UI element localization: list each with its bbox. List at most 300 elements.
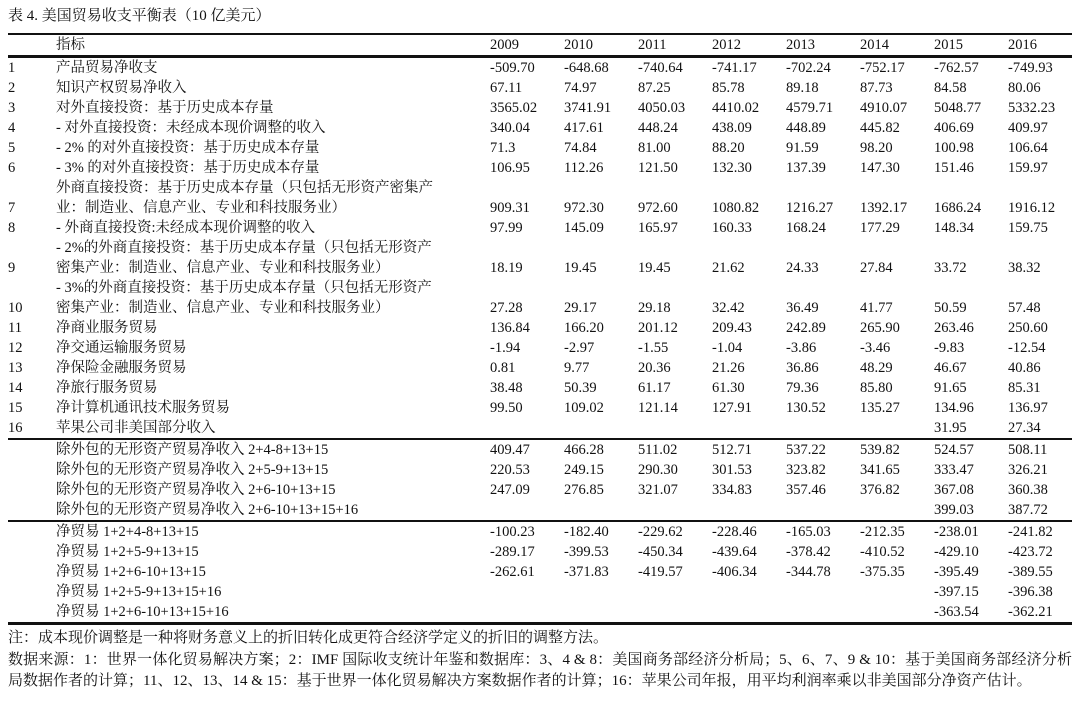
row-number xyxy=(8,439,56,460)
cell-value: 127.91 xyxy=(712,400,752,416)
cell-value: 50.39 xyxy=(564,380,597,396)
table-row xyxy=(8,521,1072,542)
cell-value: -410.52 xyxy=(860,544,905,560)
cell-value: -1.55 xyxy=(638,340,669,356)
cell-value: 27.84 xyxy=(860,260,893,276)
table-title: 表 4. 美国贸易收支平衡表（10 亿美元） xyxy=(8,8,271,24)
cell-value: 972.60 xyxy=(638,200,678,216)
cell-value: 511.02 xyxy=(638,442,678,458)
cell-value: 249.15 xyxy=(564,462,604,478)
cell-value: 18.19 xyxy=(490,260,523,276)
row-label-line: 密集产业：制造业、信息产业、专业和科技服务业） xyxy=(56,260,390,276)
cell-value: 341.65 xyxy=(860,462,900,478)
row-number xyxy=(8,500,56,521)
cell-value: 3565.02 xyxy=(490,100,538,116)
table-row xyxy=(8,158,1072,178)
cell-value: 250.60 xyxy=(1008,320,1048,336)
row-label xyxy=(56,278,490,318)
cell-value: -12.54 xyxy=(1008,340,1046,356)
cell-value: 909.31 xyxy=(490,200,530,216)
cell-value: -762.57 xyxy=(934,60,979,76)
cell-value: -375.35 xyxy=(860,564,905,580)
note-adjustment: 注：成本现价调整是一种将财务意义上的折旧转化成更符合经济学定义的折旧的调整方法。 xyxy=(8,630,609,646)
table-row xyxy=(8,98,1072,118)
table-row xyxy=(8,178,1072,218)
cell-value: 38.48 xyxy=(490,380,523,396)
table-row xyxy=(8,460,1072,480)
header-year: 2014 xyxy=(860,34,934,57)
header-year: 2016 xyxy=(1008,34,1072,57)
cell-value: 201.12 xyxy=(638,320,678,336)
cell-value: -378.42 xyxy=(786,544,831,560)
cell-value: 276.85 xyxy=(564,482,604,498)
cell-value: 145.09 xyxy=(564,220,604,236)
cell-value: 3741.91 xyxy=(564,100,612,116)
cell-value: 91.65 xyxy=(934,380,967,396)
row-label: 净贸易 1+2+4-8+13+15 xyxy=(56,524,199,540)
cell-value: 972.30 xyxy=(564,200,604,216)
cell-value: -740.64 xyxy=(638,60,683,76)
cell-value xyxy=(638,602,712,624)
table-body-outsourcing xyxy=(8,439,1072,521)
table-row xyxy=(8,480,1072,500)
cell-value: 121.50 xyxy=(638,160,678,176)
table-row xyxy=(8,57,1072,79)
cell-value: 136.84 xyxy=(490,320,530,336)
row-label-line: 业：制造业、信息产业、专业和科技服务业） xyxy=(56,200,346,216)
cell-value: 466.28 xyxy=(564,442,604,458)
cell-value: -406.34 xyxy=(712,564,757,580)
cell-value: 409.97 xyxy=(1008,120,1048,136)
row-number: 13 xyxy=(8,360,23,376)
row-label: 净计算机通讯技术服务贸易 xyxy=(56,400,230,416)
cell-value xyxy=(564,500,638,521)
cell-value: 33.72 xyxy=(934,260,967,276)
cell-value: 340.04 xyxy=(490,120,530,136)
table-row xyxy=(8,238,1072,278)
cell-value: -396.38 xyxy=(1008,584,1053,600)
cell-value: 20.36 xyxy=(638,360,671,376)
cell-value: 263.46 xyxy=(934,320,974,336)
cell-value: 61.30 xyxy=(712,380,745,396)
cell-value: 74.97 xyxy=(564,80,597,96)
row-label: 除外包的无形资产贸易净收入 2+6-10+13+15+16 xyxy=(56,500,490,521)
cell-value: 448.24 xyxy=(638,120,678,136)
cell-value: 57.48 xyxy=(1008,300,1041,316)
row-label-line: 密集产业：制造业、信息产业、专业和科技服务业） xyxy=(56,300,390,316)
row-number: 8 xyxy=(8,220,16,236)
cell-value: -702.24 xyxy=(786,60,831,76)
cell-value: -238.01 xyxy=(934,524,979,540)
table-row xyxy=(8,418,1072,439)
table-row xyxy=(8,378,1072,398)
cell-value: 40.86 xyxy=(1008,360,1041,376)
row-label xyxy=(56,238,490,278)
cell-value: -395.49 xyxy=(934,564,979,580)
cell-value xyxy=(638,418,712,439)
cell-value: 85.31 xyxy=(1008,380,1041,396)
row-number: 12 xyxy=(8,340,23,356)
row-number xyxy=(8,480,56,500)
cell-value xyxy=(712,500,786,521)
cell-value: 85.80 xyxy=(860,380,893,396)
cell-value: 67.11 xyxy=(490,80,523,96)
cell-value: -241.82 xyxy=(1008,524,1053,540)
cell-value: -429.10 xyxy=(934,544,979,560)
cell-value: 323.82 xyxy=(786,462,826,478)
cell-value xyxy=(786,418,860,439)
cell-value: 98.20 xyxy=(860,140,893,156)
cell-value: -423.72 xyxy=(1008,544,1053,560)
cell-value: 19.45 xyxy=(638,260,671,276)
cell-value: 165.97 xyxy=(638,220,678,236)
row-number: 11 xyxy=(8,320,22,336)
cell-value: 121.14 xyxy=(638,400,678,416)
row-label: 净交通运输服务贸易 xyxy=(56,340,187,356)
table-row xyxy=(8,582,1072,602)
cell-value: 417.61 xyxy=(564,120,604,136)
row-label: 除外包的无形资产贸易净收入 2+6-10+13+15 xyxy=(56,482,336,498)
table-row xyxy=(8,358,1072,378)
cell-value: 168.24 xyxy=(786,220,826,236)
cell-value xyxy=(786,602,860,624)
cell-value: -439.64 xyxy=(712,544,757,560)
cell-value: 151.46 xyxy=(934,160,974,176)
row-label: 净商业服务贸易 xyxy=(56,320,158,336)
cell-value: 61.17 xyxy=(638,380,671,396)
cell-value xyxy=(638,582,712,602)
row-number: 14 xyxy=(8,380,23,396)
cell-value xyxy=(786,500,860,521)
cell-value: -362.21 xyxy=(1008,602,1072,624)
row-number: 7 xyxy=(8,200,16,216)
cell-value xyxy=(490,500,564,521)
cell-value: 134.96 xyxy=(934,400,974,416)
row-number xyxy=(8,460,56,480)
cell-value: 301.53 xyxy=(712,462,752,478)
table-row xyxy=(8,138,1072,158)
row-number: 4 xyxy=(8,120,16,136)
header-year: 2009 xyxy=(490,34,564,57)
cell-value: 4579.71 xyxy=(786,100,834,116)
table-row xyxy=(8,562,1072,582)
cell-value: 106.64 xyxy=(1008,140,1048,156)
cell-value xyxy=(860,418,934,439)
row-label: 除外包的无形资产贸易净收入 2+4-8+13+15 xyxy=(56,442,329,458)
cell-value xyxy=(490,602,564,624)
cell-value: 409.47 xyxy=(490,442,530,458)
row-label: 对外直接投资：基于历史成本存量 xyxy=(56,100,274,116)
cell-value: -3.46 xyxy=(860,340,891,356)
cell-value: 265.90 xyxy=(860,320,900,336)
cell-value: 1080.82 xyxy=(712,200,760,216)
row-number: 5 xyxy=(8,140,16,156)
cell-value: 4910.07 xyxy=(860,100,908,116)
row-label: 产品贸易净收支 xyxy=(56,60,158,76)
cell-value: -262.61 xyxy=(490,564,535,580)
cell-value: 48.29 xyxy=(860,360,893,376)
cell-value: 5048.77 xyxy=(934,100,982,116)
cell-value: 29.17 xyxy=(564,300,597,316)
table-row xyxy=(8,542,1072,562)
note-sources: 数据来源：1：世界一体化贸易解决方案；2：IMF 国际收支统计年鉴和数据库：3、4 & 8：美国商务部经济分析局；5、6、7、9 & 10：基于美国商务部经济分析局数据作者的计算；11、12、13、14 & 15：基于世界一体化贸易解决方案数据作者的计算；16：苹果公司年报，用平均利润率乘以非美国部分净资产估计。 xyxy=(8,651,1072,689)
table-row xyxy=(8,398,1072,418)
table-row xyxy=(8,500,1072,521)
cell-value: 36.49 xyxy=(786,300,819,316)
cell-value: 46.67 xyxy=(934,360,967,376)
notes xyxy=(8,628,1072,693)
table-row xyxy=(8,118,1072,138)
cell-value: -1.04 xyxy=(712,340,743,356)
cell-value: -371.83 xyxy=(564,564,609,580)
row-number: 2 xyxy=(8,80,16,96)
row-label: - 2% 的对外直接投资：基于历史成本存量 xyxy=(56,140,320,156)
cell-value: 539.82 xyxy=(860,442,900,458)
cell-value: -648.68 xyxy=(564,60,609,76)
cell-value: 27.34 xyxy=(1008,418,1072,439)
header-year: 2013 xyxy=(786,34,860,57)
cell-value: 41.77 xyxy=(860,300,893,316)
cell-value: 106.95 xyxy=(490,160,530,176)
cell-value: 87.73 xyxy=(860,80,893,96)
cell-value: 0.81 xyxy=(490,360,516,376)
row-number xyxy=(8,562,56,582)
cell-value: 130.52 xyxy=(786,400,826,416)
cell-value: 438.09 xyxy=(712,120,752,136)
cell-value: 512.71 xyxy=(712,442,752,458)
table-row xyxy=(8,602,1072,624)
row-label: 除外包的无形资产贸易净收入 2+5-9+13+15 xyxy=(56,462,329,478)
row-label: 净贸易 1+2+5-9+13+15 xyxy=(56,544,199,560)
cell-value xyxy=(490,582,564,602)
header-num-cell xyxy=(8,34,56,57)
cell-value: 333.47 xyxy=(934,462,974,478)
cell-value: 19.45 xyxy=(564,260,597,276)
cell-value: 31.95 xyxy=(934,418,1008,439)
row-number: 3 xyxy=(8,100,16,116)
table-header xyxy=(8,34,1072,57)
row-label: - 对外直接投资：未经成本现价调整的收入 xyxy=(56,120,326,136)
row-label: 苹果公司非美国部分收入 xyxy=(56,418,490,439)
row-number xyxy=(8,521,56,542)
cell-value: 166.20 xyxy=(564,320,604,336)
cell-value: 321.07 xyxy=(638,482,678,498)
cell-value: 50.59 xyxy=(934,300,967,316)
cell-value xyxy=(860,500,934,521)
cell-value: -397.15 xyxy=(934,584,979,600)
table-body-main xyxy=(8,57,1072,440)
cell-value: 326.21 xyxy=(1008,462,1048,478)
cell-value: -389.55 xyxy=(1008,564,1053,580)
cell-value: 1392.17 xyxy=(860,200,908,216)
cell-value: 24.33 xyxy=(786,260,819,276)
cell-value: -9.83 xyxy=(934,340,965,356)
cell-value: -289.17 xyxy=(490,544,535,560)
cell-value: 81.00 xyxy=(638,140,671,156)
cell-value: 399.03 xyxy=(934,500,1008,521)
cell-value: 1916.12 xyxy=(1008,200,1056,216)
row-number: 6 xyxy=(8,160,16,176)
cell-value: -450.34 xyxy=(638,544,683,560)
row-label: 净旅行服务贸易 xyxy=(56,380,158,396)
cell-value xyxy=(638,500,712,521)
cell-value: -1.94 xyxy=(490,340,521,356)
cell-value: 445.82 xyxy=(860,120,900,136)
cell-value: 147.30 xyxy=(860,160,900,176)
table-row xyxy=(8,439,1072,460)
cell-value: 88.20 xyxy=(712,140,745,156)
cell-value: -3.86 xyxy=(786,340,817,356)
cell-value: 112.26 xyxy=(564,160,604,176)
cell-value: -399.53 xyxy=(564,544,609,560)
row-label: 净贸易 1+2+6-10+13+15 xyxy=(56,564,206,580)
header-year: 2010 xyxy=(564,34,638,57)
cell-value: 36.86 xyxy=(786,360,819,376)
cell-value: -419.57 xyxy=(638,564,683,580)
row-number xyxy=(8,542,56,562)
header-row xyxy=(8,34,1072,57)
header-year: 2015 xyxy=(934,34,1008,57)
cell-value: 32.42 xyxy=(712,300,745,316)
cell-value xyxy=(490,418,564,439)
table-row xyxy=(8,278,1072,318)
table-body-nettrade xyxy=(8,521,1072,624)
row-label: 净贸易 1+2+5-9+13+15+16 xyxy=(56,584,222,600)
cell-value: -749.93 xyxy=(1008,60,1053,76)
cell-value: 87.25 xyxy=(638,80,671,96)
cell-value: 132.30 xyxy=(712,160,752,176)
cell-value: -100.23 xyxy=(490,524,535,540)
table-row xyxy=(8,78,1072,98)
cell-value: -741.17 xyxy=(712,60,757,76)
cell-value: 21.26 xyxy=(712,360,745,376)
cell-value: 537.22 xyxy=(786,442,826,458)
row-number: 10 xyxy=(8,300,23,316)
cell-value: 1686.24 xyxy=(934,200,982,216)
cell-value: 4410.02 xyxy=(712,100,760,116)
cell-value: 367.08 xyxy=(934,482,974,498)
cell-value xyxy=(712,602,786,624)
cell-value: 508.11 xyxy=(1008,442,1048,458)
cell-value xyxy=(786,582,860,602)
cell-value: 406.69 xyxy=(934,120,974,136)
cell-value: 80.06 xyxy=(1008,80,1041,96)
cell-value: 159.97 xyxy=(1008,160,1048,176)
cell-value: 360.38 xyxy=(1008,482,1048,498)
cell-value: -165.03 xyxy=(786,524,831,540)
cell-value: 387.72 xyxy=(1008,500,1072,521)
cell-value: 29.18 xyxy=(638,300,671,316)
table-row xyxy=(8,318,1072,338)
cell-value: 85.78 xyxy=(712,80,745,96)
table-row xyxy=(8,218,1072,238)
cell-value xyxy=(564,582,638,602)
row-number: 16 xyxy=(8,418,56,439)
trade-balance-table xyxy=(8,33,1072,625)
cell-value: 27.28 xyxy=(490,300,523,316)
row-label: 知识产权贸易净收入 xyxy=(56,80,187,96)
cell-value: 524.57 xyxy=(934,442,974,458)
cell-value: 9.77 xyxy=(564,360,590,376)
cell-value: 100.98 xyxy=(934,140,974,156)
cell-value xyxy=(564,418,638,439)
cell-value: 209.43 xyxy=(712,320,752,336)
cell-value: 136.97 xyxy=(1008,400,1048,416)
cell-value: -212.35 xyxy=(860,524,905,540)
header-year: 2011 xyxy=(638,34,712,57)
cell-value: 177.29 xyxy=(860,220,900,236)
row-number: 9 xyxy=(8,260,16,276)
table-row xyxy=(8,338,1072,358)
cell-value: 91.59 xyxy=(786,140,819,156)
cell-value: 247.09 xyxy=(490,482,530,498)
cell-value: -509.70 xyxy=(490,60,535,76)
cell-value: 160.33 xyxy=(712,220,752,236)
cell-value: 448.89 xyxy=(786,120,826,136)
cell-value: 99.50 xyxy=(490,400,523,416)
cell-value: -229.62 xyxy=(638,524,683,540)
cell-value xyxy=(860,582,934,602)
cell-value: -363.54 xyxy=(934,602,1008,624)
cell-value: 21.62 xyxy=(712,260,745,276)
cell-value: 376.82 xyxy=(860,482,900,498)
cell-value: 148.34 xyxy=(934,220,974,236)
cell-value: -752.17 xyxy=(860,60,905,76)
cell-value: -2.97 xyxy=(564,340,595,356)
cell-value: -182.40 xyxy=(564,524,609,540)
row-label xyxy=(56,178,490,218)
cell-value: 38.32 xyxy=(1008,260,1041,276)
row-label: 净贸易 1+2+6-10+13+15+16 xyxy=(56,602,490,624)
row-number: 15 xyxy=(8,400,23,416)
row-label-line: - 2%的外商直接投资：基于历史成本存量（只包括无形资产 xyxy=(56,240,432,256)
row-number: 1 xyxy=(8,60,16,76)
cell-value xyxy=(564,602,638,624)
row-label-line: - 3%的外商直接投资：基于历史成本存量（只包括无形资产 xyxy=(56,280,432,296)
cell-value: -344.78 xyxy=(786,564,831,580)
header-year: 2012 xyxy=(712,34,786,57)
cell-value xyxy=(860,602,934,624)
cell-value: 109.02 xyxy=(564,400,604,416)
cell-value: 220.53 xyxy=(490,462,530,478)
cell-value: 71.3 xyxy=(490,140,516,156)
row-label: - 3% 的对外直接投资：基于历史成本存量 xyxy=(56,160,320,176)
cell-value: 159.75 xyxy=(1008,220,1048,236)
cell-value: 1216.27 xyxy=(786,200,834,216)
row-number xyxy=(8,582,56,602)
cell-value: 84.58 xyxy=(934,80,967,96)
row-label-line: 外商直接投资：基于历史成本存量（只包括无形资产密集产 xyxy=(56,180,433,196)
cell-value: -228.46 xyxy=(712,524,757,540)
cell-value xyxy=(712,582,786,602)
cell-value: 242.89 xyxy=(786,320,826,336)
cell-value: 357.46 xyxy=(786,482,826,498)
cell-value: 290.30 xyxy=(638,462,678,478)
cell-value: 5332.23 xyxy=(1008,100,1056,116)
row-number xyxy=(8,602,56,624)
cell-value: 89.18 xyxy=(786,80,819,96)
row-label: 净保险金融服务贸易 xyxy=(56,360,187,376)
cell-value xyxy=(712,418,786,439)
row-label: - 外商直接投资:未经成本现价调整的收入 xyxy=(56,220,315,236)
cell-value: 137.39 xyxy=(786,160,826,176)
cell-value: 97.99 xyxy=(490,220,523,236)
cell-value: 4050.03 xyxy=(638,100,686,116)
cell-value: 74.84 xyxy=(564,140,597,156)
header-indicator: 指标 xyxy=(56,34,490,57)
cell-value: 79.36 xyxy=(786,380,819,396)
cell-value: 334.83 xyxy=(712,482,752,498)
